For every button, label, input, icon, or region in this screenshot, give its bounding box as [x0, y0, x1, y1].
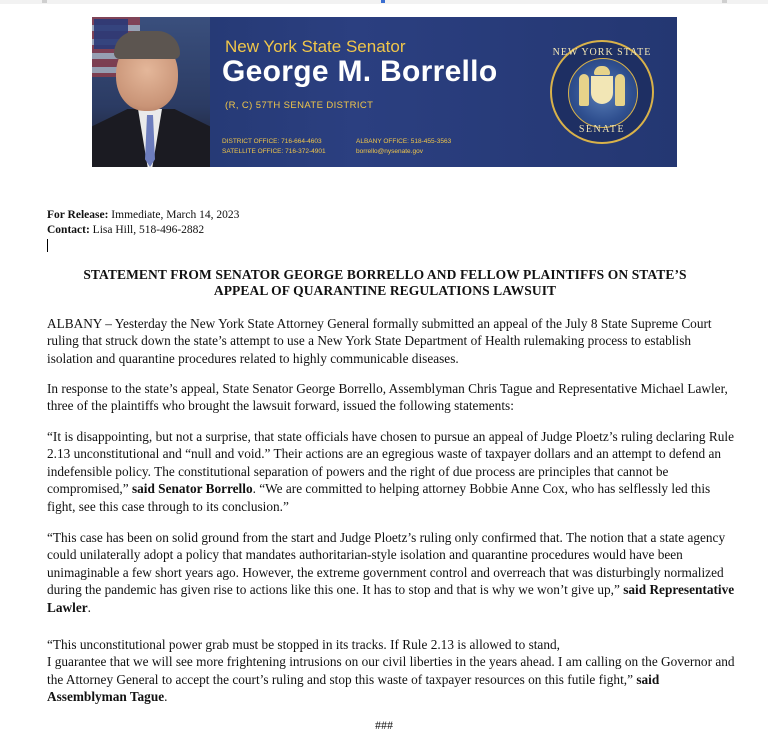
headline-line1: STATEMENT FROM SENATOR GEORGE BORRELLO AND FELLOW PLAINTIFFS ON STATE’S: [83, 267, 687, 282]
banner-title-line1: New York State Senator: [225, 37, 406, 56]
release-line: [47, 209, 239, 221]
paragraph-intro: ALBANY – Yesterday the New York State Attorney General formally submitted an appeal of the July 8 State Supreme Court ruling that struck down the state’s attempt to use a New York State Department of Health rulemaking process to establish isolation and quarantine procedures related to highly communicable diseases.: [47, 316, 712, 366]
seal-bottom-text: SENATE: [578, 124, 626, 135]
banner-senator-name: George M. Borrello: [222, 55, 498, 88]
release-value: Immediate, March 14, 2023: [111, 209, 240, 221]
paragraph-borrello-quote: [47, 428, 737, 515]
tague-attribution: said Assemblyman Tague: [47, 671, 660, 705]
banner-albany-office: ALBANY OFFICE: 518-455-3563: [356, 138, 452, 145]
portrait-hair: [114, 31, 180, 59]
paragraph-lawler-quote: [47, 529, 737, 616]
end-of-release-mark: ###: [375, 718, 393, 732]
toolbar-marker-active: [381, 0, 385, 3]
seal-figure-right: [615, 74, 625, 106]
paragraph-response: In response to the state’s appeal, State Senator George Borrello, Assemblyman Chris Tague and Representative Michael Lawler, three of the plaintiffs who brought the lawsuit forward, issued the following statements:: [47, 381, 728, 414]
seal-shield: [591, 76, 613, 104]
ny-senate-seal-icon: [550, 40, 654, 144]
senator-letterhead-banner: [92, 17, 677, 167]
borrello-quote-text: “It is disappointing, but not a surprise, that state officials have chosen to pursue an appeal of Judge Ploetz’s ruling declaring Rule 2.13 unconstitutional and “null and void.” Their actions are an egregious waste of taxpayer dollars and an attempt to defend an indefensible policy. The constitutional separation of powers and the right of due process are principles that cannot be compromised,”: [47, 429, 734, 497]
statement-headline: [40, 267, 730, 299]
tague-quote-line1: “This unconstitutional power grab must be stopped in its tracks. If Rule 2.13 is allowed to stand,: [47, 637, 560, 652]
text-cursor: [47, 239, 48, 252]
banner-email: borrello@nysenate.gov: [356, 148, 423, 155]
lawler-quote-end: .: [87, 599, 91, 615]
borrello-quote-continued: . “We are committed to helping attorney Bobbie Anne Cox, who has selflessly led this fight, see this case through to its conclusion.”: [47, 481, 711, 514]
senator-portrait-image: [92, 17, 210, 167]
toolbar-marker: [722, 0, 727, 3]
banner-satellite-office: SATELLITE OFFICE: 716-372-4901: [222, 148, 326, 155]
tague-quote-text: I guarantee that we will see more frightening intrusions on our civil liberties in the years ahead. I am calling on the Governor and the Attorney General to accept the court’s ruling and stop this waste of taxpayer resources on this futile fight,”: [47, 654, 735, 687]
lawler-quote-text: “This case has been on solid ground from the start and Judge Ploetz’s ruling only confirmed that. The notion that a state agency could unilaterally adopt a policy that mandates authoritarian-style isolation and quarantine procedures would have been unimaginable a few short years ago. However, the extreme government control and overreach that was disturbingly normalized during the pandemic has given rise to actions like this one. It has to stop and that is why we won’t give up,”: [47, 530, 726, 598]
lawler-attribution: said Representative Lawler: [47, 582, 735, 615]
seal-top-text: NEW YORK STATE: [552, 47, 652, 58]
contact-value: Lisa Hill, 518-496-2882: [92, 224, 205, 236]
release-label: For Release:: [47, 209, 109, 221]
contact-label: Contact:: [47, 224, 90, 236]
seal-figure-left: [579, 74, 589, 106]
seal-eagle: [594, 66, 610, 75]
banner-district-office: DISTRICT OFFICE: 716-664-4603: [222, 138, 322, 145]
headline-line2: APPEAL OF QUARANTINE REGULATIONS LAWSUIT: [213, 283, 557, 298]
borrello-attribution: said Senator Borrello: [131, 481, 253, 497]
contact-line: [47, 224, 204, 236]
paragraph-tague-quote: [47, 636, 737, 706]
tague-quote-end: .: [164, 689, 168, 705]
toolbar-marker: [42, 0, 47, 3]
banner-district: (R, C) 57TH SENATE DISTRICT: [225, 100, 374, 111]
window-top-strip: [0, 0, 768, 4]
